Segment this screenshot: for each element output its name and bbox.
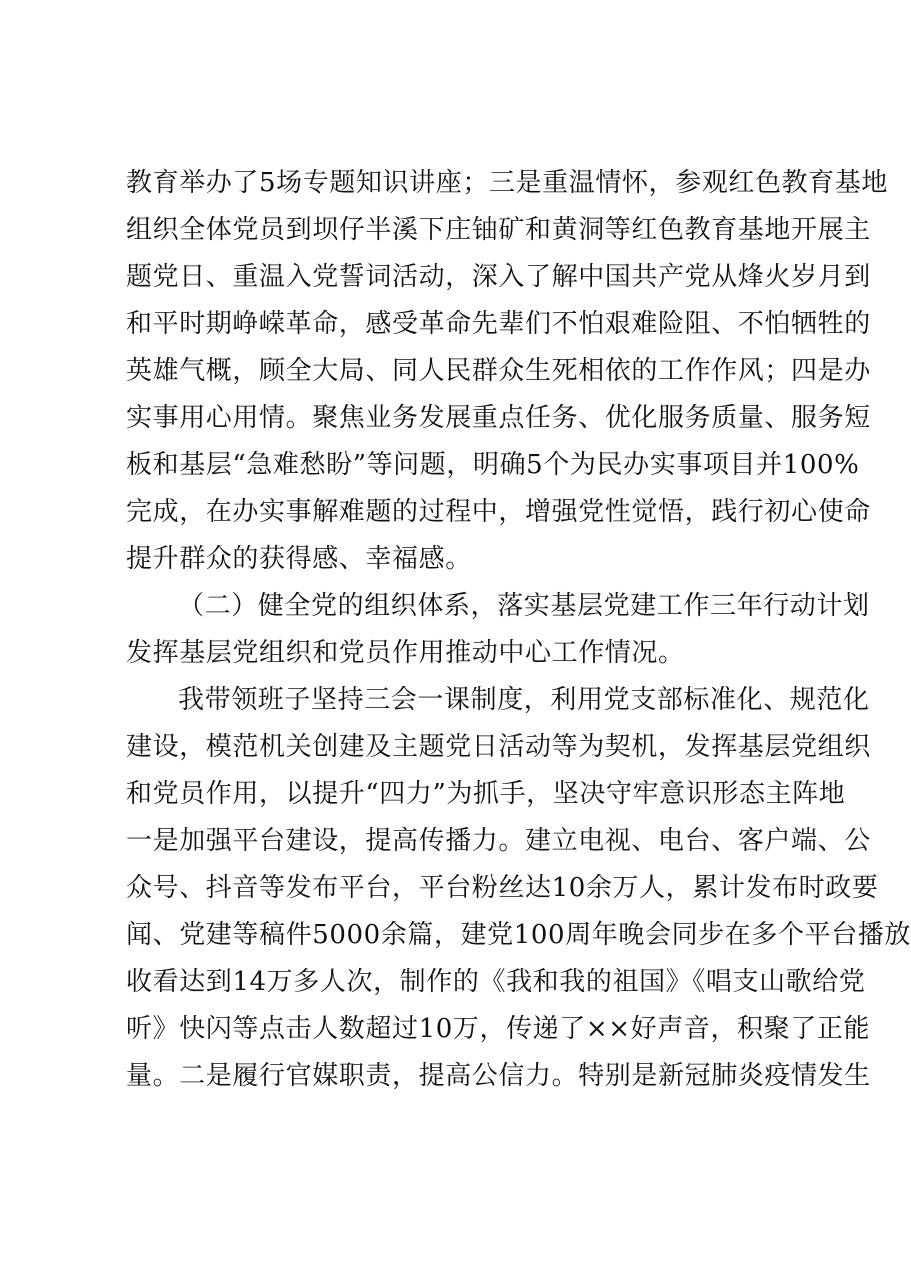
text-line: 量。二是履行官媒职责，提高公信力。特别是新冠肺炎疫情发生 [126, 1061, 871, 1091]
text-line: （二）健全党的组织体系，落实基层党建工作三年行动计划 [178, 591, 870, 621]
text-line: 建设，模范机关创建及主题党日活动等为契机，发挥基层党组织 [126, 732, 871, 762]
text-line: 和党员作用，以提升“四力”为抓手，坚决守牢意识形态主阵地 [126, 779, 846, 809]
text-line: 和平时期峥嵘革命，感受革命先辈们不怕艰难险阻、不怕牺牲的 [126, 309, 871, 339]
text-line: 题党日、重温入党誓词活动，深入了解中国共产党从烽火岁月到 [126, 262, 871, 292]
text-line: 闻、党建等稿件5000余篇，建党100周年晚会同步在多个平台播放 [126, 920, 911, 950]
text-line: 板和基层“急难愁盼”等问题，明确5个为民办实事项目并100% [126, 450, 860, 480]
text-line: 我带领班子坚持三会一课制度，利用党支部标准化、规范化 [178, 685, 870, 715]
body-text [126, 160, 911, 1100]
text-line: 听》快闪等点击人数超过10万，传递了××好声音，积聚了正能 [126, 1014, 871, 1044]
text-line: 提升群众的获得感、幸福感。 [126, 544, 472, 574]
text-line: 众号、抖音等发布平台，平台粉丝达10余万人，累计发布时政要 [126, 873, 879, 903]
text-line: 一是加强平台建设，提高传播力。建立电视、电台、客户端、公 [126, 826, 871, 856]
text-line: 发挥基层党组织和党员作用推动中心工作情况。 [126, 638, 685, 668]
text-line: 完成，在办实事解难题的过程中，增强党性觉悟，践行初心使命 [126, 497, 871, 527]
text-line: 收看达到14万多人次，制作的《我和我的祖国》《唱支山歌给党 [126, 967, 866, 997]
text-line: 组织全体党员到坝仔半溪下庄铀矿和黄洞等红色教育基地开展主 [126, 215, 871, 245]
text-line: 实事用心用情。聚焦业务发展重点任务、优化服务质量、服务短 [126, 403, 871, 433]
text-line: 教育举办了5场专题知识讲座；三是重温情怀，参观红色教育基地 [126, 168, 888, 198]
text-line: 英雄气概，顾全大局、同人民群众生死相依的工作作风；四是办 [126, 356, 871, 386]
